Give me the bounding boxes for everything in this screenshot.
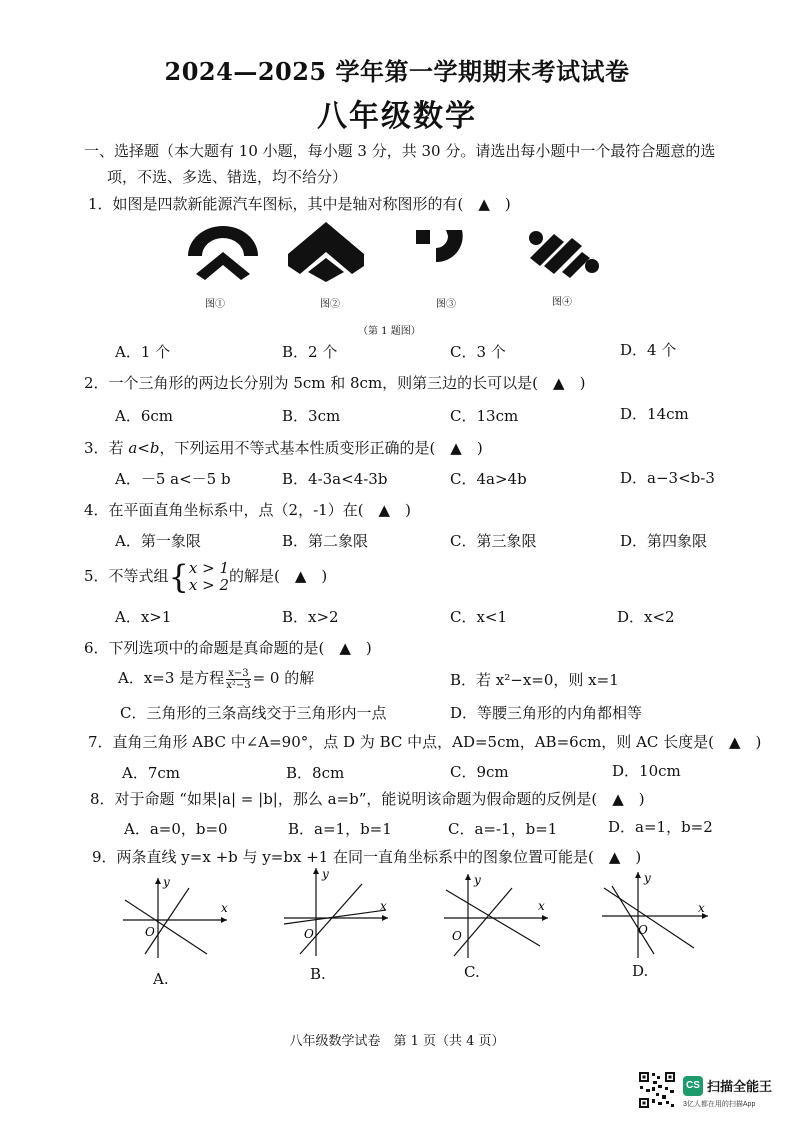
q1-option-c: C．3 个 (450, 343, 506, 361)
car-logo-4-icon (529, 231, 599, 278)
q9-graph-d (598, 866, 716, 960)
q5-stem (84, 560, 327, 594)
q6-option-b: B．若 x²−x=0，则 x=1 (450, 671, 619, 689)
q9-c-xlabel: x (538, 899, 545, 913)
q4-option-b: B．第二象限 (282, 532, 369, 550)
q5-stem-post: 的解是( ▲ ) (229, 567, 328, 585)
q6-fraction-num: x−3 (228, 667, 249, 679)
q2-option-a: A．6cm (115, 407, 174, 425)
q2-option-b: B．3cm (282, 407, 341, 425)
q3-option-c: C．4a>4b (450, 470, 527, 488)
q1-figure-caption: （第 1 题图） (358, 326, 421, 337)
q9-a-origin: O (145, 925, 155, 939)
q4-option-d: D．第四象限 (620, 532, 708, 550)
q6-option-c: C．三角形的三条高线交于三角形内一点 (120, 704, 387, 722)
q4-stem: 4．在平面直角坐标系中，点（2，-1）在( ▲ ) (84, 501, 411, 519)
q3-stem-var: a<b (128, 439, 160, 457)
qr-code-icon (638, 1071, 676, 1109)
q5-option-d: D．x<2 (617, 608, 675, 626)
app-tagline: 3亿人都在用的扫描App (683, 1101, 756, 1108)
q8-option-a: A．a=0，b=0 (124, 820, 228, 838)
q5-option-b: B．x>2 (282, 608, 339, 626)
q9-option-d: D. (632, 962, 649, 980)
q4-option-c: C．第三象限 (450, 532, 537, 550)
q3-stem-post: ，下列运用不等式基本性质变形正确的是( ▲ ) (159, 439, 483, 457)
q1-figures (178, 216, 618, 286)
q9-option-c: C. (464, 963, 480, 981)
q2-option-d: D．14cm (620, 405, 689, 423)
q1-caption-1: 图① (205, 299, 225, 310)
q7-option-d: D．10cm (612, 762, 681, 780)
car-logo-1-icon (188, 226, 258, 280)
q5-stem-pre: 5．不等式组 (84, 567, 169, 585)
app-name: 扫描全能王 (707, 1079, 773, 1094)
q9-b-origin: O (304, 927, 314, 941)
q5-option-c: C．x<1 (450, 608, 508, 626)
car-logo-3-icon (416, 230, 463, 262)
q6-fraction-den: x²−3 (226, 679, 251, 691)
q1-option-d: D．4 个 (620, 341, 677, 359)
q1-caption-3: 图③ (436, 299, 456, 310)
q3-stem (84, 437, 483, 458)
q9-graph-b (278, 862, 398, 958)
q9-d-origin: O (638, 923, 648, 937)
q6-stem: 6．下列选项中的命题是真命题的是( ▲ ) (84, 639, 372, 657)
q8-option-b: B．a=1，b=1 (288, 820, 392, 838)
q9-graph-a (115, 872, 235, 962)
q9-option-a: A. (153, 970, 169, 988)
q7-option-c: C．9cm (450, 763, 509, 781)
q2-option-c: C．13cm (450, 407, 519, 425)
q9-stem: 9．两条直线 y=x +b 与 y=bx +1 在同一直角坐标系中的图象位置可能是( ▲ ) (92, 848, 642, 866)
q5-system-line-2: x > 2 (188, 576, 230, 594)
section-instructions-line1: 一、选择题（本大题有 10 小题，每小题 3 分，共 30 分。请选出每小题中一个最符合题意的选 (84, 142, 716, 160)
q8-option-d: D．a=1，b=2 (608, 818, 713, 836)
q9-b-xlabel: x (380, 899, 387, 913)
page-footer: 八年级数学试卷 第 1 页（共 4 页） (289, 1034, 505, 1049)
q9-c-origin: O (452, 929, 462, 943)
q3-stem-pre: 3．若 (84, 439, 129, 457)
q1-caption-2: 图② (320, 299, 340, 310)
q6-option-a-pre: A．x=3 是方程 (118, 669, 225, 687)
q5-option-a: A．x>1 (115, 608, 172, 626)
q6-option-a (118, 667, 314, 691)
q6-fraction (226, 668, 250, 691)
q5-system (169, 560, 229, 594)
q7-option-b: B．8cm (286, 764, 345, 782)
q3-option-b: B．4-3a<4-3b (282, 470, 388, 488)
exam-subject: 八年级数学 (317, 99, 477, 134)
q1-option-b: B．2 个 (282, 343, 338, 361)
q9-b-ylabel: y (322, 867, 329, 881)
q1-caption-4: 图④ (552, 297, 572, 308)
q1-stem: 1．如图是四款新能源汽车图标，其中是轴对称图形的有( ▲ ) (88, 195, 511, 213)
q7-stem: 7．直角三角形 ABC 中∠A=90°，点 D 为 BC 中点，AD=5cm，AB=6cm，则 AC 长度是( ▲ ) (88, 733, 762, 751)
camscanner-logo-icon: CS (683, 1076, 703, 1096)
q9-d-xlabel: x (698, 901, 705, 915)
q3-option-a: A．－5 a<－5 b (115, 470, 231, 488)
q5-brace: { (168, 558, 189, 596)
q5-system-line-1: x > 1 (188, 559, 230, 577)
q7-option-a: A．7cm (122, 764, 181, 782)
q9-c-ylabel: y (474, 873, 481, 887)
q9-a-ylabel: y (163, 875, 170, 889)
q8-stem: 8．对于命题 “如果|a| = |b|，那么 a=b”，能说明该命题为假命题的反例是( ▲ ) (90, 790, 645, 808)
q8-option-c: C．a=-1，b=1 (448, 820, 558, 838)
section-instructions-line2: 项，不选、多选、错选，均不给分） (107, 168, 348, 186)
q9-a-xlabel: x (221, 901, 228, 915)
q6-option-a-post: = 0 的解 (252, 669, 315, 687)
q9-graph-c (440, 868, 556, 960)
q6-option-d: D．等腰三角形的内角都相等 (450, 704, 643, 722)
q2-stem: 2．一个三角形的两边长分别为 5cm 和 8cm，则第三边的长可以是( ▲ ) (84, 374, 586, 392)
q9-option-b: B. (310, 965, 326, 983)
q1-option-a: A．1 个 (115, 343, 171, 361)
q9-d-ylabel: y (644, 871, 651, 885)
exam-title: 2024—2025 学年第一学期期末考试试卷 (164, 57, 630, 86)
q4-option-a: A．第一象限 (115, 532, 201, 550)
q3-option-d: D．a−3<b-3 (620, 469, 715, 487)
car-logo-2-icon (288, 222, 364, 282)
